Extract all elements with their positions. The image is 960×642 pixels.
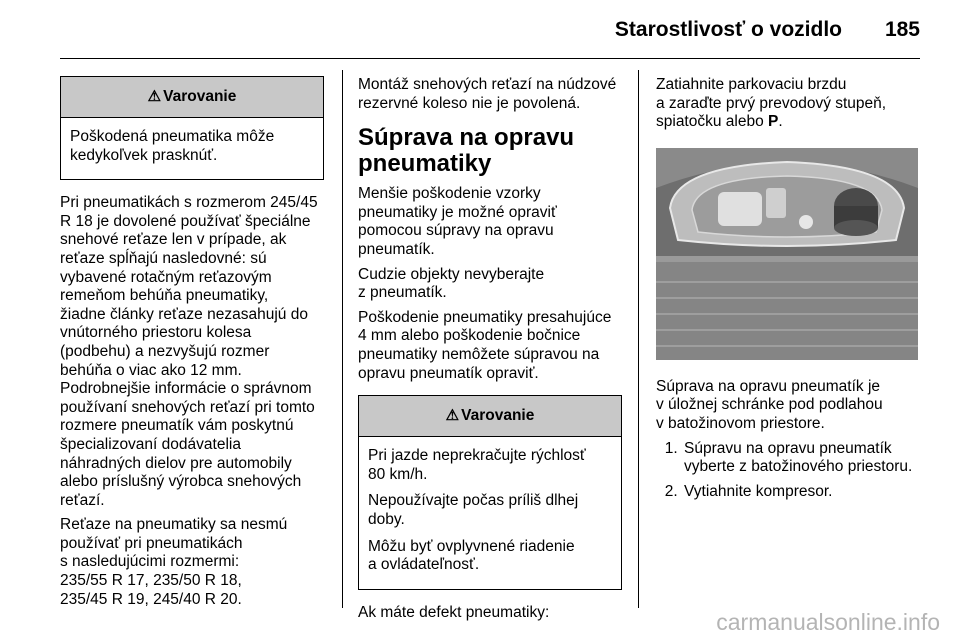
photo-caption: Súprava na opravu pneumatík je v úložnej schránke pod podlahou v batožinovom priestore.	[656, 377, 883, 432]
steps-list	[656, 440, 922, 502]
gear-position-label: P	[768, 113, 779, 131]
warning-text: Môžu byť ovplyvnené riadenie a ovládateľnosť.	[368, 537, 575, 574]
paragraph: Montáž snehových reťazí na núdzové rezervné koleso nie je povolená.	[358, 76, 617, 112]
paragraph: Cudzie objekty nevyberajte z pneumatík.	[358, 265, 545, 302]
paragraph: Menšie poškodenie vzorky pneumatiky je možné opraviť pomocou súpravy na opravu pneumatík.	[358, 185, 557, 258]
paragraph-text: Zatiahnite parkovaciu brzdu a zaraďte prvý prevodový stupeň, spiatočku alebo	[656, 76, 887, 131]
paragraph: Reťaze na pneumatiky sa nesmú používať pri pneumatikách s nasledujúcimi rozmermi: 235/55 R 17, 235/50 R 18, 235/45 R 19, 245/40 R 20.	[60, 516, 288, 608]
watermark: carmanualsonline.info	[716, 609, 940, 635]
warning-box	[358, 395, 622, 590]
step-text: Vytiahnite kompresor.	[684, 482, 833, 500]
list-item	[682, 483, 922, 502]
warning-triangle-icon: ⚠	[445, 407, 460, 425]
section-heading: Súprava na opravu pneumatiky	[358, 124, 575, 178]
paragraph-text: .	[778, 113, 783, 131]
paragraph: Pri pneumatikách s rozmerom 245/45 R 18 je dovolené používať špeciálne snehové reťaze len v prípade, ak reťaze spĺňajú nasledovné: sú vybavené rotačným reťazovým remeňom behúňa pneumatiky, žiadne články reťaze nezasahujú do vnútorného priestoru kolesa (podbehu) a nezvyšujú rozmer behúňa o viac ako 12 mm. Podrobnejšie informácie o správnom používaní snehových reťazí pri tomto rozmere pneumatík vám poskytnú špecializovaní dodávatelia náhradných dielov pre automobily alebo príslušný výrobca snehových reťazí.	[60, 194, 318, 509]
warning-box	[60, 76, 324, 180]
column-3	[656, 76, 922, 507]
warning-text: Pri jazde neprekračujte rýchlosť 80 km/h.	[368, 447, 586, 483]
column-2	[358, 76, 622, 628]
header-divider	[60, 58, 920, 59]
warning-text: Poškodená pneumatika môže kedykoľvek prasknúť.	[70, 128, 275, 164]
warning-title: Varovanie	[461, 407, 535, 425]
warning-header	[61, 77, 323, 118]
warning-header	[359, 396, 621, 437]
repair-kit-photo-icon	[656, 148, 918, 360]
column-1	[60, 76, 324, 615]
header-title: Starostlivosť o vozidlo	[614, 18, 842, 41]
paragraph	[656, 76, 922, 132]
step-text: Súpravu na opravu pneumatík vyberte z batožinového priestoru.	[684, 439, 913, 476]
warning-triangle-icon: ⚠	[147, 88, 162, 105]
column-divider	[638, 70, 639, 608]
column-divider	[342, 70, 343, 608]
warning-title: Varovanie	[163, 88, 237, 105]
list-item	[682, 440, 922, 477]
paragraph: Poškodenie pneumatiky presahujúce 4 mm alebo poškodenie bočnice pneumatiky nemôžete súpravou na opravu pneumatík opraviť.	[358, 308, 612, 382]
repair-kit-photo	[656, 148, 918, 360]
paragraph: Ak máte defekt pneumatiky:	[358, 603, 550, 621]
page-number: 185	[884, 18, 920, 41]
warning-text: Nepoužívajte počas príliš dlhej doby.	[368, 492, 579, 528]
